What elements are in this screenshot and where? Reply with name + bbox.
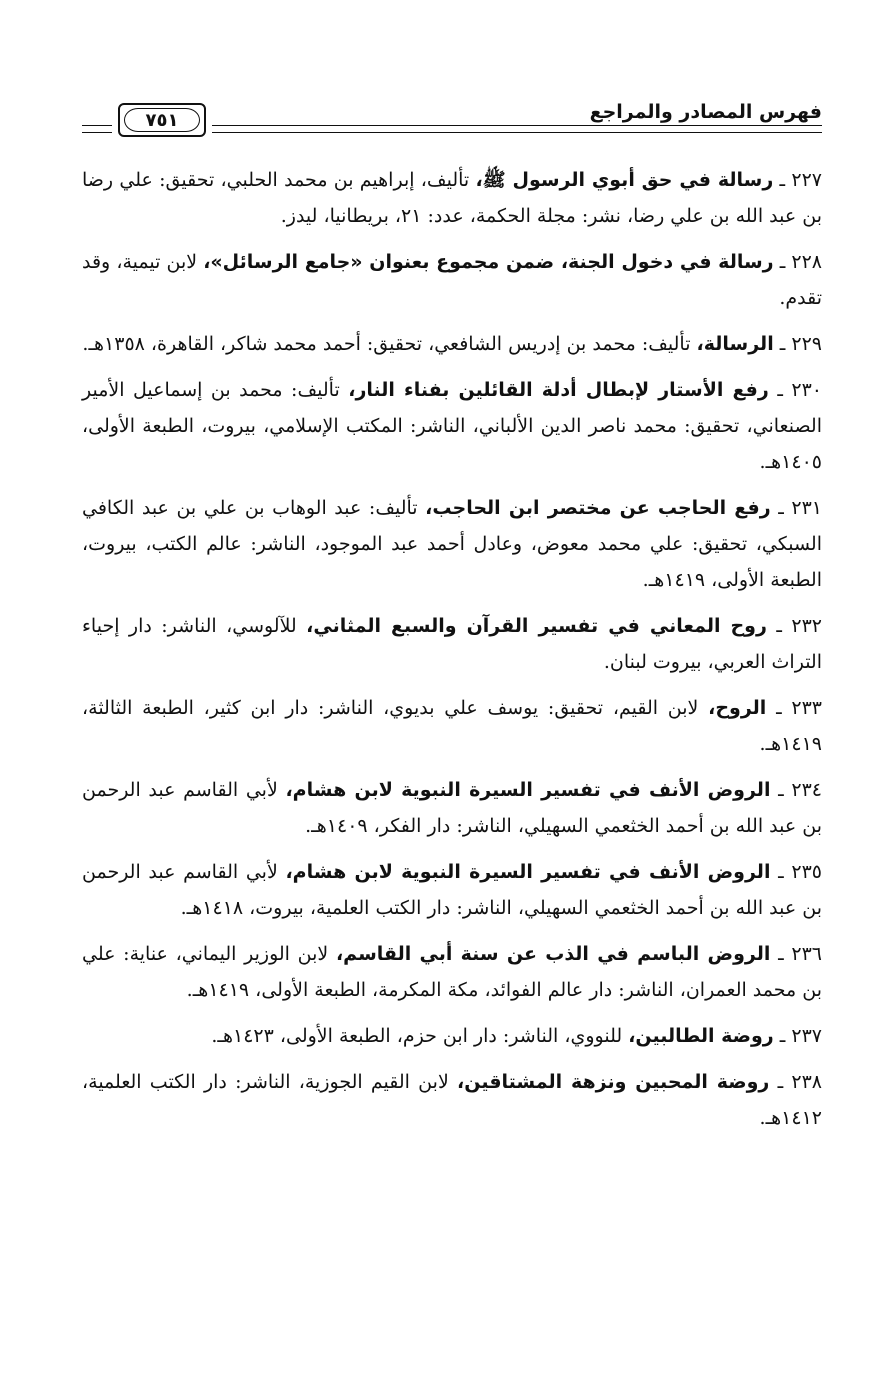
entry-number: ٢٢٨ ـ xyxy=(779,251,823,273)
entry-details: لابن الوزير اليماني، عناية: علي بن محمد العمران، الناشر: دار عالم الفوائد، مكة المكرمة، الطبعة الأولى، ١٤١٩هـ. xyxy=(82,943,822,1001)
entry-number: ٢٣٢ ـ xyxy=(776,615,823,637)
entry-title: الروض الباسم في الذب عن سنة أبي القاسم، xyxy=(335,943,771,965)
bibliography-entry xyxy=(82,490,822,598)
bibliography-entry xyxy=(82,1018,822,1054)
entry-details: تأليف: عبد الوهاب بن علي بن عبد الكافي السبكي، تحقيق: علي محمد معوض، وعادل أحمد عبد الموجود، الناشر: عالم الكتب، بيروت، الطبعة الأولى، ١٤١٩هـ. xyxy=(82,497,822,591)
bibliography-entry xyxy=(82,854,822,926)
header-rule-left xyxy=(82,125,112,133)
bibliography-entry xyxy=(82,1064,822,1136)
entry-number: ٢٣٦ ـ xyxy=(778,943,822,965)
entry-title: رفع الحاجب عن مختصر ابن الحاجب، xyxy=(425,497,771,519)
entry-title: رفع الأستار لإبطال أدلة القائلين بفناء النار، xyxy=(348,379,769,401)
entry-number: ٢٣٨ ـ xyxy=(777,1071,822,1093)
entry-details: تأليف: محمد بن إسماعيل الأمير الصنعاني، تحقيق: محمد ناصر الدين الألباني، الناشر: المكتب الإسلامي، بيروت، الطبعة الأولى، ١٤٠٥هـ. xyxy=(82,379,822,473)
entry-title: رسالة في دخول الجنة، ضمن مجموع بعنوان «جامع الرسائل»، xyxy=(203,251,774,273)
entry-number: ٢٣٧ ـ xyxy=(779,1025,822,1047)
header-rule-right xyxy=(212,125,822,133)
bibliography-entry xyxy=(82,244,822,316)
entry-number: ٢٢٩ ـ xyxy=(779,333,822,355)
entry-title: الرسالة، xyxy=(696,333,774,355)
entry-number: ٢٣٤ ـ xyxy=(778,779,822,801)
page-number: ٧٥١ xyxy=(124,108,200,132)
page-header xyxy=(82,95,822,145)
bibliography-entry xyxy=(82,772,822,844)
entry-title: روضة الطالبين، xyxy=(628,1025,774,1047)
entry-number: ٢٣٠ ـ xyxy=(777,379,822,401)
entry-details: تأليف: محمد بن إدريس الشافعي، تحقيق: أحمد محمد شاكر، القاهرة، ١٣٥٨هـ. xyxy=(82,333,697,355)
bibliography-list xyxy=(82,162,822,1146)
running-title: فهرس المصادر والمراجع xyxy=(589,101,822,123)
entry-details: للآلوسي، الناشر: دار إحياء التراث العربي، بيروت لبنان. xyxy=(82,615,822,673)
entry-number: ٢٣١ ـ xyxy=(778,497,822,519)
entry-details: لابن تيمية، وقد تقدم. xyxy=(82,251,822,309)
entry-details: لابن القيم، تحقيق: يوسف علي بديوي، الناشر: دار ابن كثير، الطبعة الثالثة، ١٤١٩هـ. xyxy=(82,697,822,755)
entry-details: لأبي القاسم عبد الرحمن بن عبد الله بن أحمد الخثعمي السهيلي، الناشر: دار الكتب العلمية، بيروت، ١٤١٨هـ. xyxy=(82,861,822,919)
bibliography-entry xyxy=(82,936,822,1008)
entry-details: لأبي القاسم عبد الرحمن بن عبد الله بن أحمد الخثعمي السهيلي، الناشر: دار الفكر، ١٤٠٩هـ. xyxy=(82,779,822,837)
entry-title: الروض الأنف في تفسير السيرة النبوية لابن هشام، xyxy=(285,861,771,883)
bibliography-entry xyxy=(82,372,822,480)
entry-details: لابن القيم الجوزية، الناشر: دار الكتب العلمية، ١٤١٢هـ. xyxy=(82,1071,822,1129)
bibliography-entry xyxy=(82,326,822,362)
entry-number: ٢٣٣ ـ xyxy=(776,697,823,719)
bibliography-entry xyxy=(82,162,822,234)
entry-title: الروح، xyxy=(708,697,767,719)
entry-title: رسالة في حق أبوي الرسول ﷺ، xyxy=(475,169,774,191)
bibliography-entry xyxy=(82,608,822,680)
entry-title: الروض الأنف في تفسير السيرة النبوية لابن هشام، xyxy=(285,779,771,801)
bibliography-entry xyxy=(82,690,822,762)
entry-details: تأليف، إبراهيم بن محمد الحلبي، تحقيق: علي رضا بن عبد الله بن علي رضا، نشر: مجلة الحكمة، عدد: ٢١، بريطانيا، ليدز. xyxy=(82,169,822,227)
page-number-frame xyxy=(118,103,206,137)
entry-details: للنووي، الناشر: دار ابن حزم، الطبعة الأولى، ١٤٢٣هـ. xyxy=(211,1025,629,1047)
entry-title: روضة المحبين ونزهة المشتاقين، xyxy=(457,1071,770,1093)
entry-number: ٢٢٧ ـ xyxy=(779,169,823,191)
entry-title: روح المعاني في تفسير القرآن والسبع المثاني، xyxy=(306,615,767,637)
entry-number: ٢٣٥ ـ xyxy=(778,861,822,883)
